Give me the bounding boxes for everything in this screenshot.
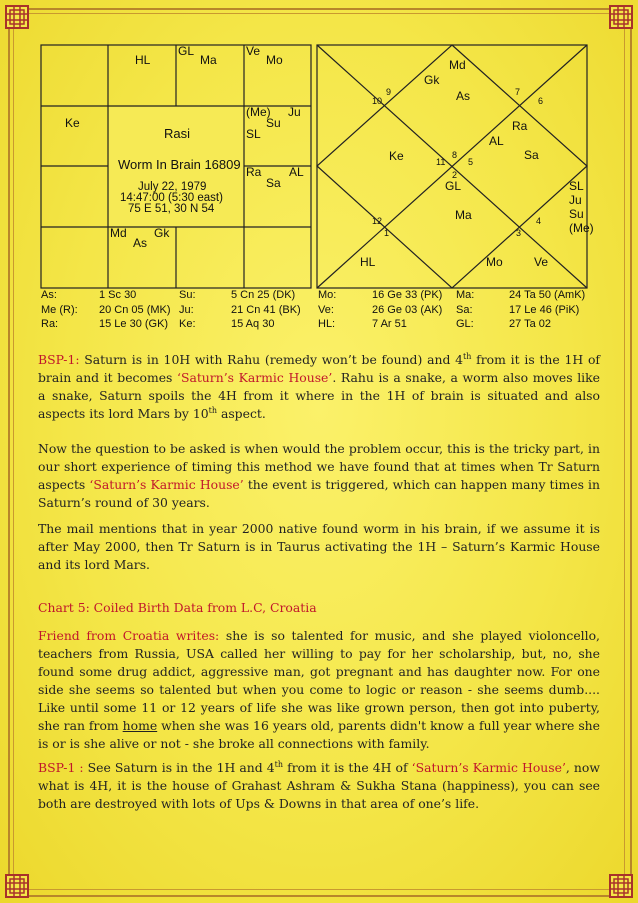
planet-label: Ma (455, 208, 472, 222)
planet-key: HL: (318, 318, 336, 330)
planet-label: Sa (524, 148, 539, 162)
paragraph-timing (38, 440, 600, 512)
planet-key: Su: (179, 289, 196, 301)
planet-label: Ra (512, 119, 528, 133)
highlight-karmic-house: ‘Saturn’s Karmic House’ (89, 477, 244, 492)
planet-value: 15 Le 30 (GK) (99, 318, 169, 330)
house-label: Ju (288, 105, 301, 119)
planet-key: Ve: (318, 303, 334, 316)
house-label: As (133, 236, 148, 250)
text-run: when she was 16 years old, parents didn't know a full year where she is or is she alive or not - she broke all connections with family. (38, 718, 600, 751)
chart5-heading (38, 599, 600, 617)
house-number: 7 (515, 87, 521, 97)
superscript: th (208, 405, 217, 415)
house-label: AL (289, 165, 304, 179)
planet-value: 24 Ta 50 (AmK) (509, 289, 586, 301)
corner-knot-icon (608, 4, 634, 30)
house-number: 9 (386, 87, 392, 97)
planet-value: 20 Cn 05 (MK) (99, 303, 171, 316)
planet-key: Ra: (41, 318, 59, 330)
text-run: Now the question to be asked is when would the problem occur, this is the tricky part, in our short experience of timing this method we have found that at times when Tr Saturn aspects (38, 441, 600, 492)
house-label: Mo (266, 53, 283, 67)
text-run: , now what is 4H, it is the house of Grahast Ashram & Sukha Stana (happiness), you can see both are destroyed with lots of Ups & Downs in that area of one’s life. (38, 760, 600, 811)
house-label: Su (266, 116, 281, 130)
planet-key: Mo: (318, 289, 337, 301)
highlight-karmic-house: ‘Saturn’s Karmic House’ (411, 760, 566, 775)
paragraph-bsp1-second (38, 759, 600, 813)
house-label: Ke (65, 116, 80, 130)
text-run: aspect. (217, 406, 266, 421)
paragraph-mail (38, 520, 600, 574)
planet-value: 27 Ta 02 (509, 318, 552, 330)
house-number: 2 (452, 170, 458, 180)
highlight-karmic-house: ‘Saturn’s Karmic House’ (177, 370, 333, 385)
house-label: Gk (154, 226, 170, 240)
planet-positions-table (41, 289, 601, 333)
house-number: 5 (468, 157, 474, 167)
planet-label: SL (569, 179, 584, 193)
planet-key: GL: (456, 318, 474, 330)
planet-label: (Me) (569, 221, 594, 235)
planet-label: Md (449, 58, 466, 72)
house-number: 8 (452, 150, 458, 160)
planet-label: Ju (569, 193, 582, 207)
planet-label: Su (569, 207, 584, 221)
planet-label: GL (445, 179, 462, 193)
house-label: Sa (266, 176, 281, 190)
planet-value: 7 Ar 51 (372, 318, 407, 330)
house-label: (Me) (246, 105, 271, 119)
planet-value: 16 Ge 33 (PK) (372, 289, 443, 301)
table-row (41, 318, 601, 333)
planet-label: Ve (534, 255, 549, 269)
house-label: Md (110, 226, 127, 240)
text-run: See Saturn is in the 1H and 4 (83, 760, 275, 775)
planet-value: 17 Le 46 (PiK) (509, 303, 580, 316)
house-label: HL (135, 53, 151, 67)
planet-key: Ma: (456, 289, 475, 301)
planet-key: Sa: (456, 303, 473, 316)
text-run: she is so talented for music, and she played violoncello, teachers from Russia, USA called her willing to pay for her scholarship, but, no, she found some drug addict, aggressive man, got pregnant and has daughter now. For one side she seems so talented but when you come to logic or reason - she seems dumb.... Like until some 11 or 12 years of life she was like grown person, then got into puberty, she ran from (38, 628, 600, 733)
house-number: 3 (516, 228, 522, 238)
house-number: 4 (536, 216, 542, 226)
house-number: 6 (538, 96, 544, 106)
text-run: from it is the 1H of brain and it becomes (38, 352, 600, 385)
paragraph-bsp1 (38, 351, 600, 423)
planet-label: As (456, 89, 471, 103)
corner-knot-icon (608, 873, 634, 899)
text-run: the event is triggered, which can happen many times in Saturn’s round of 30 years. (38, 477, 600, 510)
label-bsp1: BSP-1 : (38, 760, 84, 775)
house-number: 1 (384, 228, 390, 238)
superscript: th (274, 759, 284, 769)
planet-value: 5 Cn 25 (DK) (231, 289, 296, 301)
text-run: . Rahu is a snake, a worm also moves like a snake, Saturn spoils the 4H from it where in the 1H of brain is situated and also aspects its lord Mars by 10 (38, 370, 600, 421)
house-label: GL (178, 44, 195, 58)
planet-label: Ke (389, 149, 404, 163)
label-bsp1: BSP-1: (38, 352, 80, 367)
planet-label: Mo (486, 255, 503, 269)
underlined-word: home (122, 718, 158, 733)
planet-key: Me (R): (41, 303, 78, 316)
planet-value: 15 Aq 30 (231, 318, 275, 330)
table-row (41, 289, 601, 304)
native-name: Worm In Brain 16809 (118, 157, 241, 172)
planet-label: AL (489, 134, 504, 148)
superscript: th (463, 351, 472, 361)
house-number: 12 (372, 216, 383, 226)
house-number: 10 (372, 96, 383, 106)
chart-center-title: Rasi (164, 126, 191, 141)
birth-date: July 22, 1979 (138, 181, 207, 193)
text-run: Saturn is in 10H with Rahu (remedy won’t be found) and 4 (79, 352, 464, 367)
birth-coords: 75 E 51, 30 N 54 (128, 203, 215, 215)
house-label: Ma (200, 53, 217, 67)
planet-key: Ju: (179, 303, 194, 316)
planet-value: 1 Sc 30 (99, 289, 137, 301)
house-number: 11 (436, 157, 446, 167)
section-heading: Chart 5: Coiled Birth Data from L.C, Croatia (38, 600, 317, 615)
text-run: The mail mentions that in year 2000 native found worm in his brain, if we assume it is after May 2000, then Tr Saturn is in Taurus activating the 1H – Saturn’s Karmic House and its lord Mars. (38, 521, 600, 572)
planet-key: Ke: (179, 318, 196, 330)
planet-value: 26 Ge 03 (AK) (372, 303, 443, 316)
planet-value: 21 Cn 41 (BK) (231, 303, 301, 316)
planet-label: Gk (424, 73, 440, 87)
table-row (41, 304, 601, 319)
label-friend: Friend from Croatia writes: (38, 628, 220, 643)
house-label: Ve (246, 44, 261, 58)
navamsa-chart (316, 44, 594, 289)
house-label: SL (246, 127, 261, 141)
corner-knot-icon (4, 873, 30, 899)
birth-time: 14:47:00 (5:30 east) (120, 192, 223, 204)
rasi-chart (40, 44, 312, 289)
text-run: from it is the 4H of (283, 760, 412, 775)
planet-key: As: (41, 289, 57, 301)
corner-knot-icon (4, 4, 30, 30)
house-label: Ra (246, 165, 262, 179)
planet-label: HL (360, 255, 376, 269)
paragraph-croatia (38, 627, 600, 753)
